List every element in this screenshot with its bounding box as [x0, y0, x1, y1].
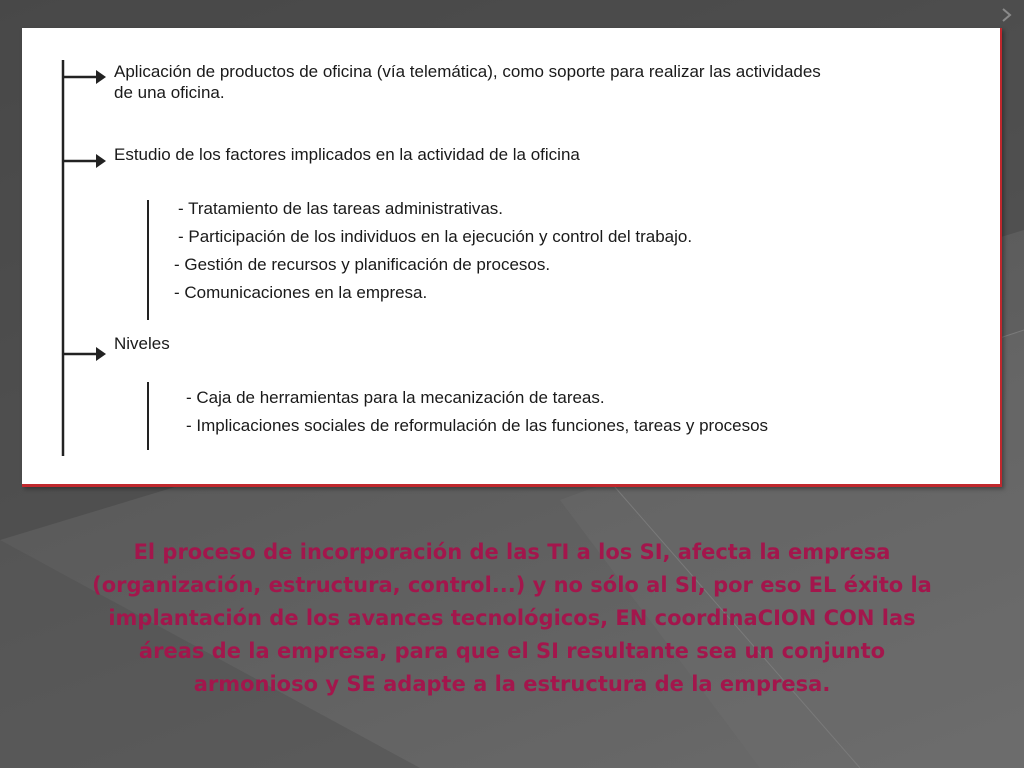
- main-item-aplicacion: [114, 61, 821, 103]
- main-item-line: de una oficina.: [114, 83, 225, 102]
- diagram-panel: [22, 28, 1002, 487]
- caption-line: áreas de la empresa, para que el SI resultante sea un conjunto: [138, 639, 886, 663]
- sub-item-implicaciones: [186, 415, 768, 436]
- caption-line: armonioso y SE adapte a la estructura de la empresa.: [193, 672, 831, 696]
- sub-item-line: - Gestión de recursos y planificación de procesos.: [174, 255, 551, 274]
- sub-item-tratamiento: [178, 198, 503, 219]
- main-item-niveles: [114, 333, 170, 354]
- sub-item-line: - Tratamiento de las tareas administrativas.: [178, 199, 504, 218]
- sub-item-line: - Comunicaciones en la empresa.: [174, 283, 428, 302]
- sub-item-line: - Caja de herramientas para la mecanización de tareas.: [186, 388, 605, 407]
- caption-line: El proceso de incorporación de las TI a los SI, afecta la empresa: [133, 540, 891, 564]
- caption-line: implantación de los avances tecnológicos, EN coordinaCION CON las: [108, 606, 916, 630]
- arrow-head-3: [96, 347, 106, 361]
- sub-item-comunicaciones: [174, 282, 427, 303]
- chevron-right-icon: [1001, 8, 1013, 22]
- main-item-line: Estudio de los factores implicados en la actividad de la oficina: [114, 145, 580, 164]
- sub-item-gestion: [174, 254, 550, 275]
- main-item-line: Niveles: [114, 334, 170, 353]
- sub-item-caja: [186, 387, 605, 408]
- main-item-estudio: [114, 144, 580, 165]
- caption-text: [20, 536, 1004, 701]
- sub-item-line: - Implicaciones sociales de reformulación de las funciones, tareas y procesos: [186, 416, 769, 435]
- main-item-line: Aplicación de productos de oficina (vía telemática), como soporte para realizar las actividades: [114, 62, 821, 81]
- sub-item-line: - Participación de los individuos en la ejecución y control del trabajo.: [178, 227, 693, 246]
- arrow-head-2: [96, 154, 106, 168]
- caption-line: (organización, estructura, control...) y no sólo al SI, por eso EL éxito la: [92, 573, 932, 597]
- arrow-head-1: [96, 70, 106, 84]
- sub-item-participacion: [178, 226, 692, 247]
